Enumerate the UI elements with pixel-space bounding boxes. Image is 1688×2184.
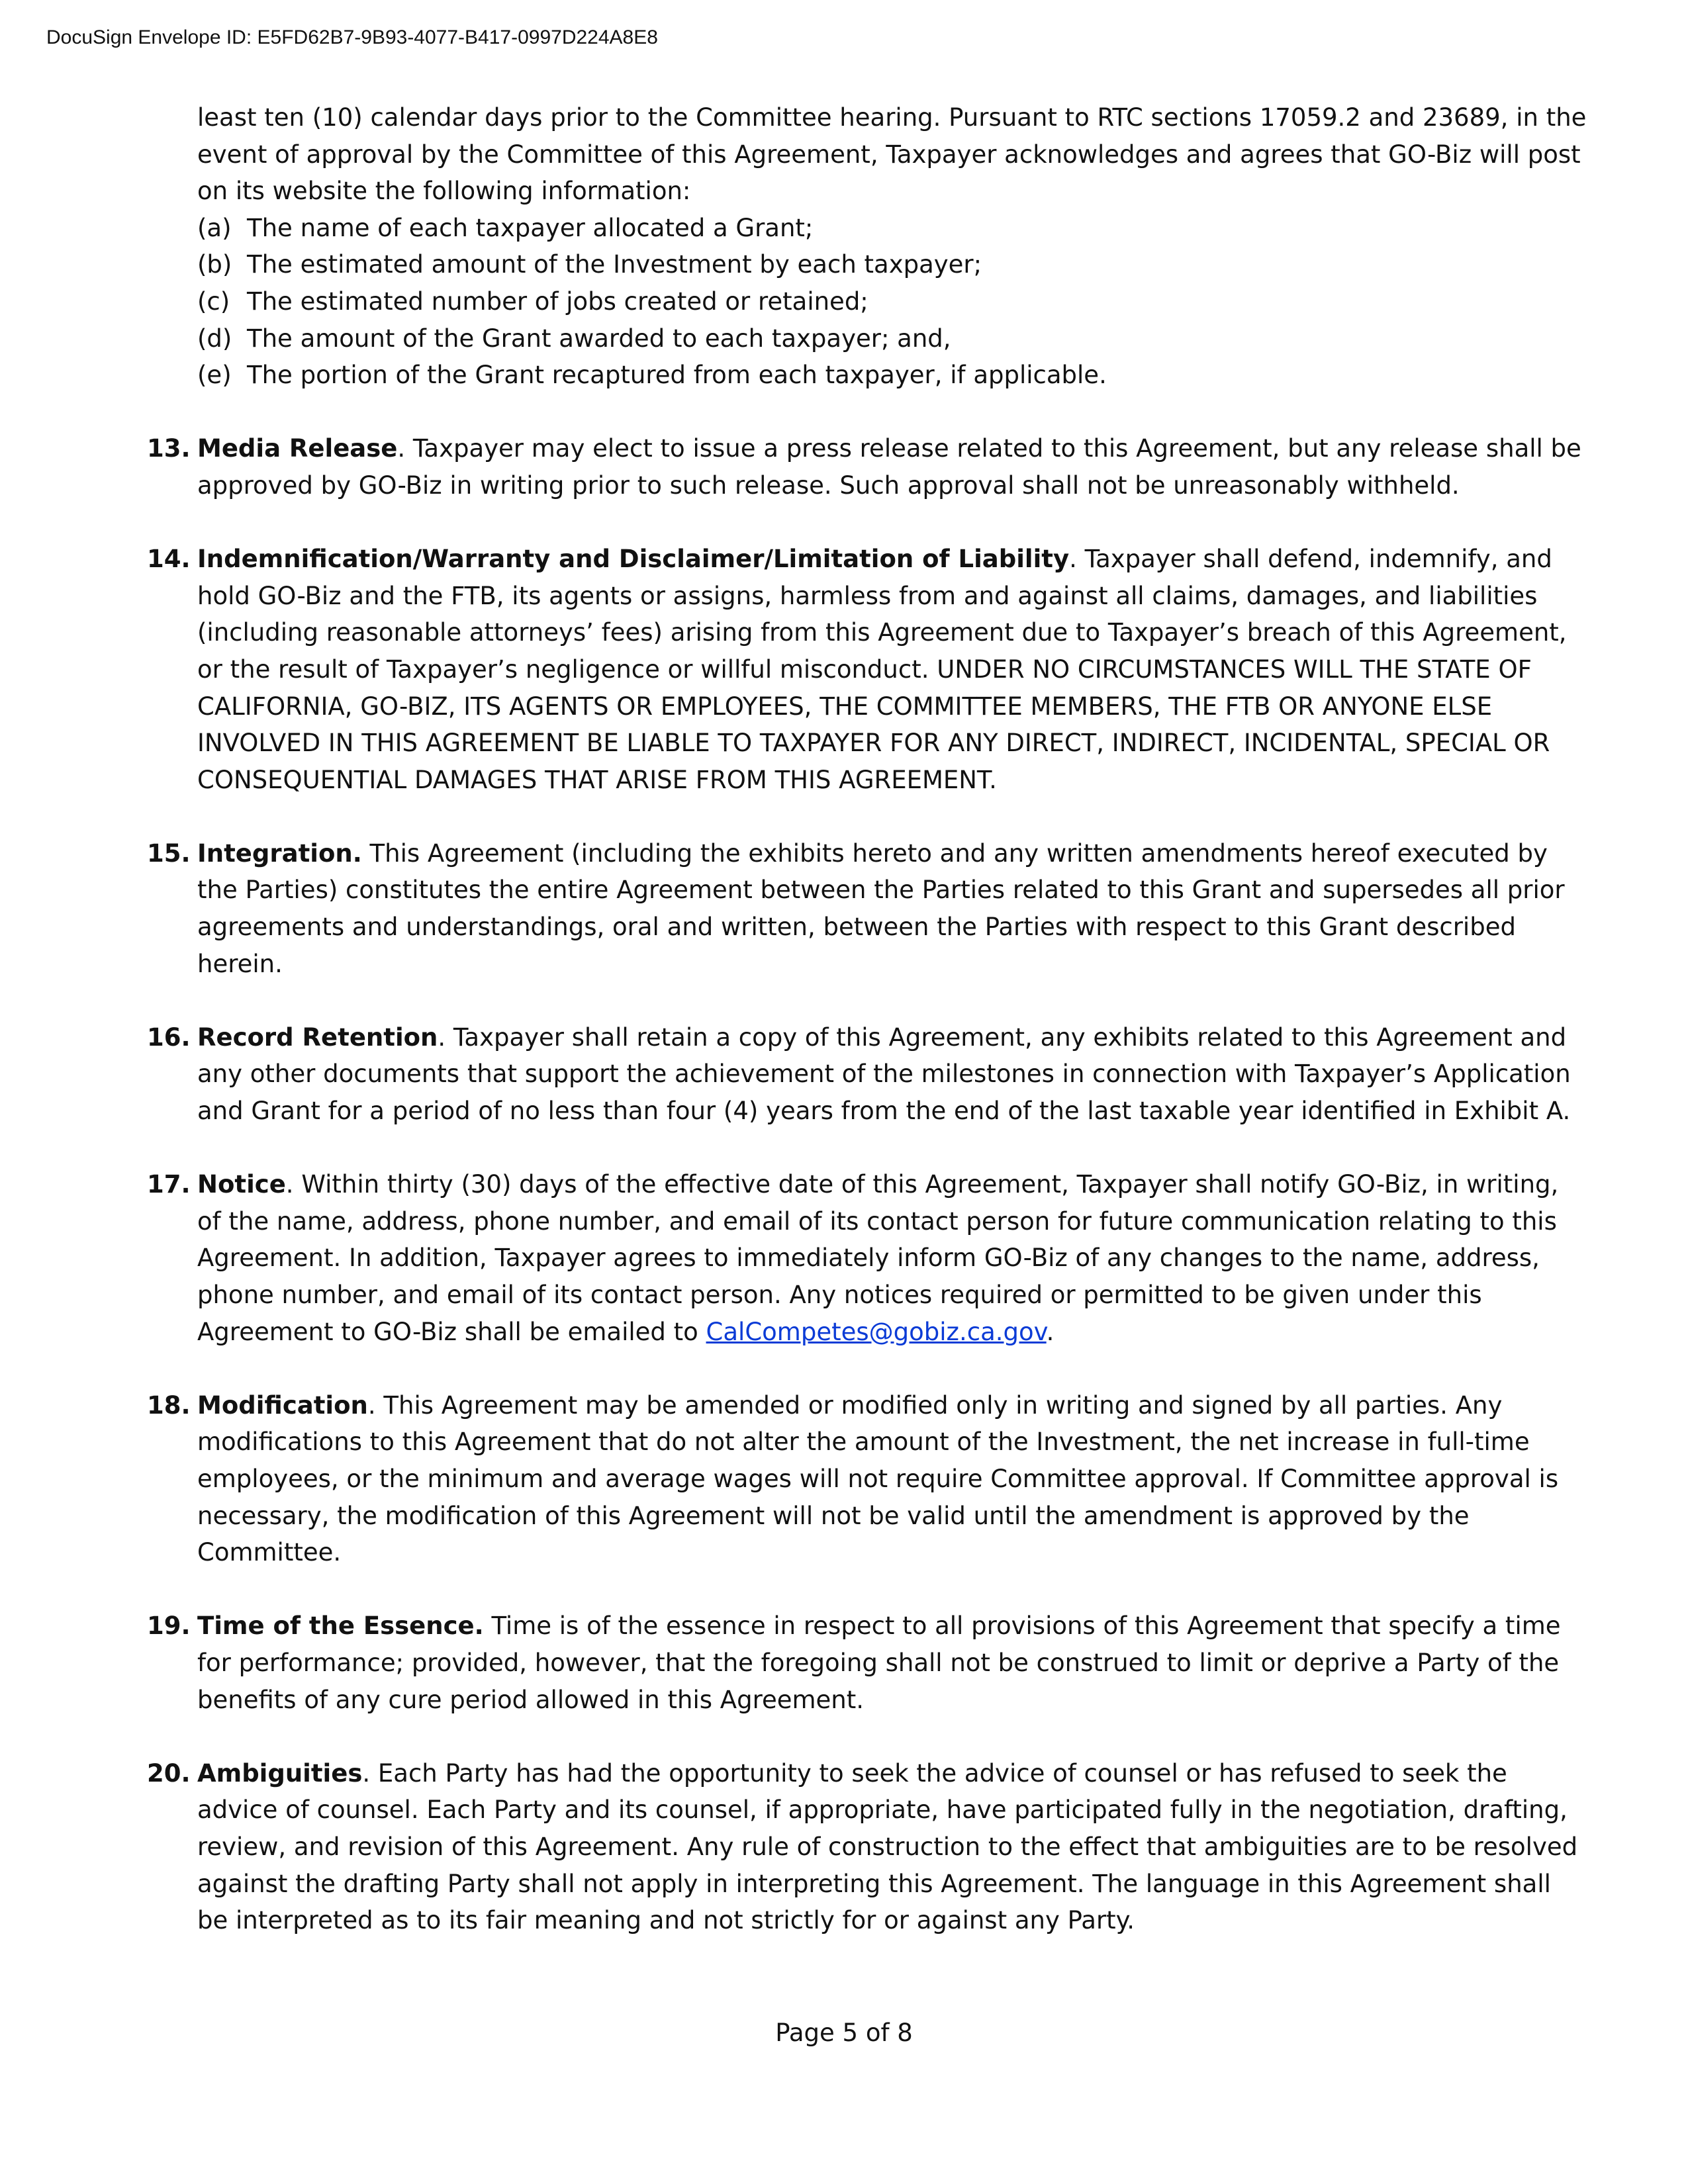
section-text: Each Party has had the opportunity to seek the advice of counsel or has refused to seek the advice of counsel. Each Party and its counsel, if appropriate, have participated fully in the negotiation, drafting, review, and revision of this Agreement. Any rule of construction to the effect that ambiguities are to be resolved against the drafting Party shall not apply in interpreting this Agreement. The language in this Agreement shall be interpreted as to its fair meaning and not strictly for or against any Party.: [197, 1758, 1578, 1935]
section-title-punct: .: [285, 1170, 294, 1199]
section-number: 18.: [147, 1390, 191, 1420]
section-text: Time is of the essence in respect to all provisions of this Agreement that specify a time for performance; provided, however, that the foregoing shall not be construed to limit or deprive a Party of the benefits of any cure period allowed in this Agreement.: [197, 1612, 1561, 1714]
section-title-punct: .: [397, 434, 406, 463]
section-number: 13.: [147, 434, 191, 463]
section-title: Record Retention: [197, 1023, 438, 1052]
docusign-envelope-id: DocuSign Envelope ID: E5FD62B7-9B93-4077-B417-0997D224A8E8: [46, 26, 658, 48]
section-text: This Agreement may be amended or modified only in writing and signed by all parties. Any modifications to this Agreement that do not alter the amount of the Investment, the net increase in full-time employees, or the minimum and average wages will not require Committee approval. If Committee approval is necessary, the modification of this Agreement will not be valid until the amendment is approved by the Committee.: [197, 1390, 1559, 1567]
section-text: Taxpayer shall defend, indemnify, and hold GO-Biz and the FTB, its agents or assigns, harmless from and against all claims, damages, and liabilities (including reasonable attorneys’ fees) arising from this Agreement due to Taxpayer’s breach of this Agreement, or the result of Taxpayer’s negligence or willful misconduct. UNDER NO CIRCUMSTANCES WILL THE STATE OF CALIFORNIA, GO-BIZ, ITS AGENTS OR EMPLOYEES, THE COMMITTEE MEMBERS, THE FTB OR ANYONE ELSE INVOLVED IN THIS AGREEMENT BE LIABLE TO TAXPAYER FOR ANY DIRECT, INDIRECT, INCIDENTAL, SPECIAL OR CONSEQUENTIAL DAMAGES THAT ARISE FROM THIS AGREEMENT.: [197, 545, 1567, 794]
list-item-label: (e): [197, 361, 232, 390]
section-title: Notice: [197, 1170, 286, 1199]
section-title: Modification: [197, 1390, 368, 1420]
section-title-punct: .: [1069, 545, 1077, 574]
section-notice: [147, 1166, 1587, 1350]
list-item: [197, 320, 1587, 357]
list-item: [197, 283, 1587, 320]
section-title: Media Release: [197, 434, 398, 463]
section-number: 19.: [147, 1612, 191, 1641]
email-link[interactable]: CalCompetes@gobiz.ca.gov: [706, 1317, 1047, 1346]
section-title-punct: .: [362, 1758, 371, 1788]
section-modification: [147, 1387, 1587, 1571]
section-number: 16.: [147, 1023, 191, 1052]
intro-paragraph: least ten (10) calendar days prior to the Committee hearing. Pursuant to RTC sections 17059.2 and 23689, in the event of approval by the Committee of this Agreement, Taxpayer acknowledges and agrees that GO-Biz will post on its website the following information:: [197, 103, 1587, 206]
link-punct: .: [1046, 1317, 1055, 1346]
section-number: 14.: [147, 545, 191, 574]
list-item-text: The name of each taxpayer allocated a Grant;: [247, 213, 814, 242]
list-item-label: (d): [197, 324, 232, 353]
section-text: Taxpayer shall retain a copy of this Agreement, any exhibits related to this Agreement and any other documents that support the achievement of the milestones in connection with Taxpayer’s Application and Grant for a period of no less than four (4) years from the end of the last taxable year identified in Exhibit A.: [197, 1023, 1571, 1126]
disclosure-list: [197, 210, 1587, 394]
section-title-punct: .: [367, 1390, 376, 1420]
list-item: [197, 246, 1587, 283]
list-item-label: (c): [197, 287, 230, 316]
document-body: [147, 99, 1587, 1939]
section-text: Taxpayer may elect to issue a press release related to this Agreement, but any release shall be approved by GO-Biz in writing prior to such release. Such approval shall not be unreasonably withheld.: [197, 434, 1581, 500]
list-item-text: The estimated number of jobs created or retained;: [247, 287, 868, 316]
section-number: 15.: [147, 839, 191, 868]
list-item-text: The amount of the Grant awarded to each taxpayer; and,: [247, 324, 951, 353]
list-item-label: (b): [197, 250, 232, 279]
section-title: Ambiguities: [197, 1758, 363, 1788]
section-title: Indemnification/Warranty and Disclaimer/Limitation of Liability: [197, 545, 1070, 574]
section-media-release: [147, 430, 1587, 504]
section-ambiguities: [147, 1755, 1587, 1939]
section-integration: [147, 835, 1587, 982]
section-record-retention: [147, 1019, 1587, 1130]
section-indemnification: [147, 541, 1587, 798]
list-item-text: The estimated amount of the Investment by each taxpayer;: [247, 250, 982, 279]
list-item: [197, 210, 1587, 247]
list-item-label: (a): [197, 213, 232, 242]
list-item-text: The portion of the Grant recaptured from each taxpayer, if applicable.: [247, 361, 1107, 390]
section-title: Time of the Essence.: [197, 1612, 484, 1641]
section-number: 17.: [147, 1170, 191, 1199]
page-number: Page 5 of 8: [775, 2019, 913, 2047]
section-text: Within thirty (30) days of the effective date of this Agreement, Taxpayer shall notify GO-Biz, in writing, of the name, address, phone number, and email of its contact person for future communication relating to this Agreement. In addition, Taxpayer agrees to immediately inform GO-Biz of any changes to the name, address, phone number, and email of its contact person. Any notices required or permitted to be given under this Agreement to GO-Biz shall be emailed to: [197, 1170, 1559, 1346]
section-time-of-essence: [147, 1608, 1587, 1718]
list-item: [197, 357, 1587, 394]
section-title: Integration.: [197, 839, 362, 868]
section-number: 20.: [147, 1758, 191, 1788]
section-text: This Agreement (including the exhibits hereto and any written amendments hereof executed by the Parties) constitutes the entire Agreement between the Parties related to this Grant and supersedes all prior agreements and understandings, oral and written, between the Parties with respect to this Grant described herein.: [197, 839, 1565, 978]
section-title-punct: .: [438, 1023, 446, 1052]
